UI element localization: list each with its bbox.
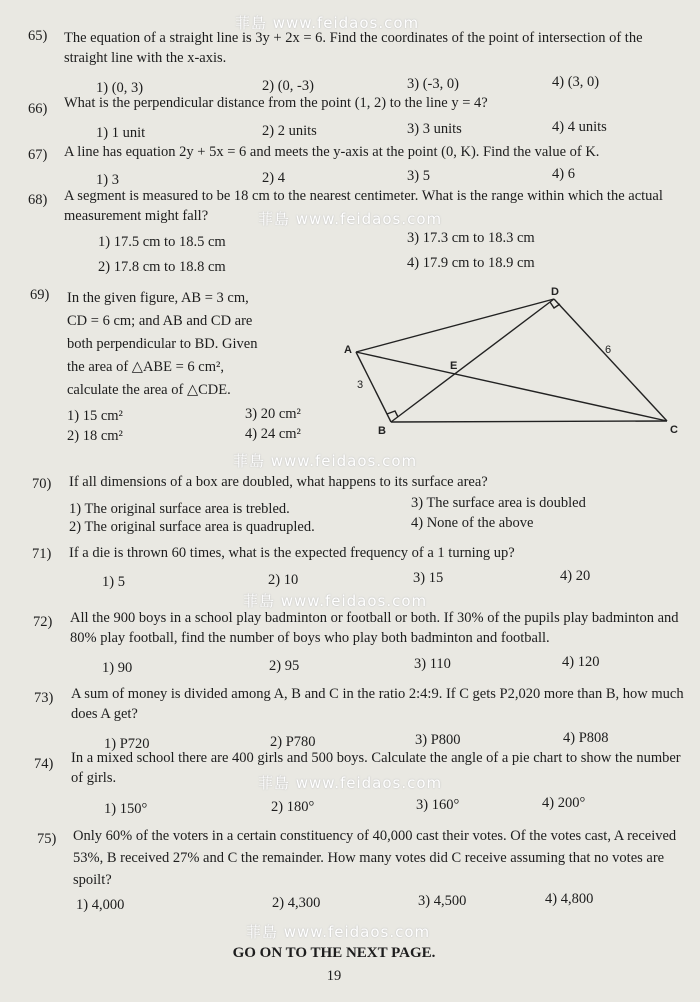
geometry-figure: [340, 283, 690, 443]
option-2[interactable]: 2) 180°: [271, 799, 315, 815]
option-1[interactable]: 1) 90: [102, 660, 133, 676]
option-4[interactable]: 4) P808: [563, 730, 609, 746]
option-4[interactable]: 4) 4,800: [545, 891, 594, 907]
option-4[interactable]: 4) None of the above: [411, 515, 534, 531]
question-text: What is the perpendicular distance from the point (1, 2) to the line y = 4?: [64, 95, 488, 111]
segment-dc: [554, 299, 667, 421]
label-d: D: [551, 286, 559, 298]
option-3[interactable]: 3) 160°: [416, 797, 460, 813]
option-4[interactable]: 4) 17.9 cm to 18.9 cm: [407, 255, 535, 271]
question-number: 74): [34, 756, 54, 772]
option-4[interactable]: 4) (3, 0): [552, 74, 600, 90]
question-number: 75): [37, 831, 57, 847]
question-text: A line has equation 2y + 5x = 6 and meets the y-axis at the point (0, K). Find the value of K.: [64, 144, 600, 160]
option-3[interactable]: 3) 4,500: [418, 893, 467, 909]
option-1[interactable]: 1) The original surface area is trebled.: [69, 501, 290, 517]
option-2[interactable]: 2) 18 cm²: [67, 428, 123, 444]
option-3[interactable]: 3) 3 units: [407, 121, 462, 137]
label-a: A: [344, 344, 352, 356]
watermark: 菲島 www.feidaos.com: [235, 14, 420, 32]
question-number: 67): [28, 147, 48, 163]
question-text: In the given figure, AB = 3 cm, CD = 6 cm; and AB and CD are both perpendicular to BD. Given the area of △ABE = 6 cm², calculate the area of △CDE.: [67, 290, 258, 398]
option-1[interactable]: 1) 150°: [104, 801, 148, 817]
question-text: If a die is thrown 60 times, what is the expected frequency of a 1 turning up?: [69, 545, 515, 561]
page-number: 19: [326, 968, 342, 984]
option-3[interactable]: 3) 15: [413, 570, 444, 586]
option-3[interactable]: 3) 110: [414, 656, 451, 672]
option-2[interactable]: 2) 4: [262, 170, 285, 186]
question-text: A sum of money is divided among A, B and C in the ratio 2:4:9. If C gets P2,020 more than B, how much does A get?: [71, 686, 684, 722]
question-text: In a mixed school there are 400 girls and 500 boys. Calculate the angle of a pie chart to show the number of girls.: [71, 750, 681, 786]
segment-ac: [356, 352, 667, 421]
watermark: 菲島 www.feidaos.com: [243, 592, 428, 610]
question-number: 72): [33, 614, 53, 630]
label-b: B: [378, 425, 386, 437]
option-2[interactable]: 2) (0, -3): [262, 78, 314, 94]
label-c: C: [670, 424, 678, 436]
length-cd: 6: [605, 344, 612, 356]
option-2[interactable]: 2) 95: [269, 658, 300, 674]
watermark: 菲島 www.feidaos.com: [258, 210, 443, 228]
question-number: 68): [28, 192, 48, 208]
question-text: A segment is measured to be 18 cm to the nearest centimeter. What is the range within which the actual measurement might fall?: [64, 188, 663, 224]
length-ab: 3: [357, 379, 364, 391]
question-number: 70): [32, 476, 52, 492]
segment-bc: [391, 421, 667, 422]
segment-bd: [391, 299, 554, 422]
label-e: E: [450, 360, 458, 372]
option-4[interactable]: 4) 24 cm²: [245, 426, 301, 442]
option-3[interactable]: 3) P800: [415, 732, 461, 748]
option-4[interactable]: 4) 200°: [542, 795, 586, 811]
option-3[interactable]: 3) (-3, 0): [407, 76, 459, 92]
option-3[interactable]: 3) 5: [407, 168, 430, 184]
option-4[interactable]: 4) 4 units: [552, 119, 607, 135]
option-3[interactable]: 3) The surface area is doubled: [411, 495, 586, 511]
question-text: All the 900 boys in a school play badminton or football or both. If 30% of the pupils play badminton and 80% play football, find the number of boys who play both badminton and football.: [70, 610, 679, 646]
option-2[interactable]: 2) P780: [270, 734, 316, 750]
segment-ad: [356, 299, 554, 352]
option-1[interactable]: 1) 17.5 cm to 18.5 cm: [98, 234, 226, 250]
option-1[interactable]: 1) (0, 3): [96, 80, 144, 96]
option-4[interactable]: 4) 20: [560, 568, 591, 584]
option-2[interactable]: 2) 17.8 cm to 18.8 cm: [98, 259, 226, 275]
watermark: 菲島 www.feidaos.com: [246, 923, 431, 941]
option-3[interactable]: 3) 20 cm²: [245, 406, 301, 422]
question-number: 71): [32, 546, 52, 562]
question-number: 73): [34, 690, 54, 706]
option-1[interactable]: 1) P720: [104, 736, 150, 752]
question-text: If all dimensions of a box are doubled, what happens to its surface area?: [69, 474, 488, 490]
option-2[interactable]: 2) 2 units: [262, 123, 317, 139]
option-2[interactable]: 2) The original surface area is quadrupled.: [69, 519, 315, 535]
option-2[interactable]: 2) 4,300: [272, 895, 321, 911]
watermark: 菲島 www.feidaos.com: [258, 774, 443, 792]
option-1[interactable]: 1) 5: [102, 574, 125, 590]
question-text: Only 60% of the voters in a certain constituency of 40,000 cast their votes. Of the votes cast, A received 53%, B received 27% and C the remainder. How many votes did C receive assuming that no votes are spoilt?: [73, 828, 677, 888]
option-4[interactable]: 4) 6: [552, 166, 575, 182]
option-3[interactable]: 3) 17.3 cm to 18.3 cm: [407, 230, 535, 246]
watermark: 菲島 www.feidaos.com: [233, 452, 418, 470]
question-number: 65): [28, 28, 48, 44]
option-2[interactable]: 2) 10: [268, 572, 299, 588]
option-1[interactable]: 1) 15 cm²: [67, 408, 123, 424]
option-1[interactable]: 1) 4,000: [76, 897, 125, 913]
question-text: The equation of a straight line is 3y + 2x = 6. Find the coordinates of the point of intersection of the straight line with the x-axis.: [64, 30, 643, 66]
option-1[interactable]: 1) 1 unit: [96, 125, 146, 141]
option-1[interactable]: 1) 3: [96, 172, 119, 188]
next-page-note: GO ON TO THE NEXT PAGE.: [232, 945, 436, 961]
question-number: 69): [30, 287, 50, 303]
option-4[interactable]: 4) 120: [562, 654, 600, 670]
question-number: 66): [28, 101, 48, 117]
